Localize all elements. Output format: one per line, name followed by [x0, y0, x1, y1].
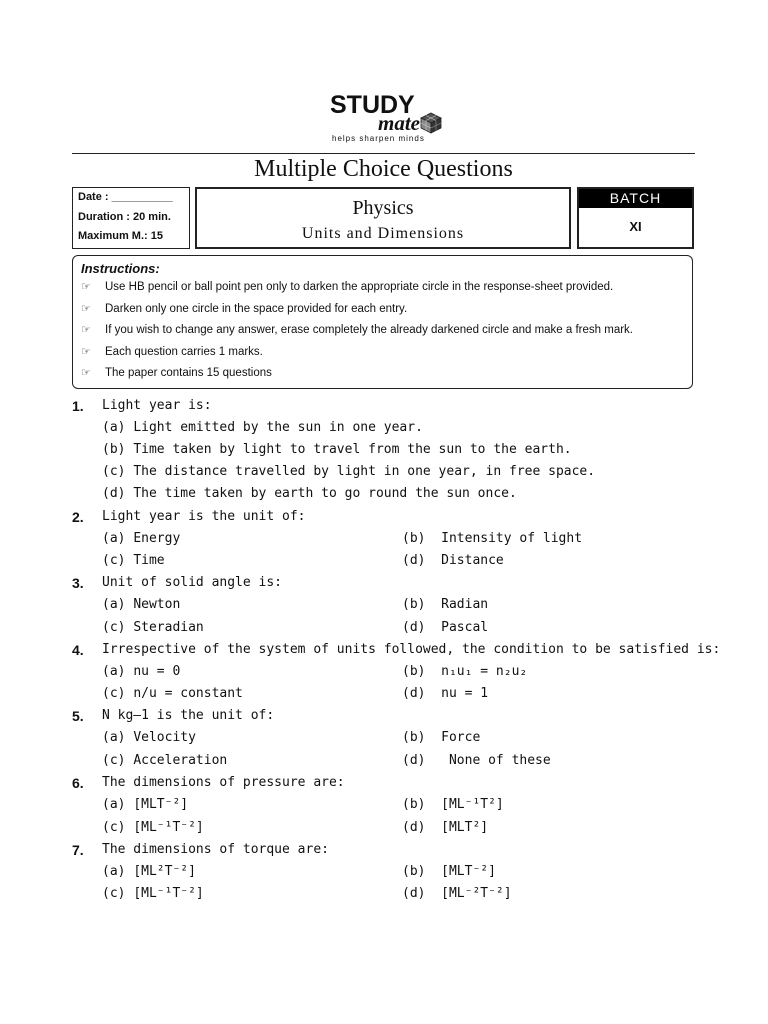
- option-d[interactable]: (d) The time taken by earth to go round the sun once.: [102, 486, 517, 501]
- question-text: Light year is:: [102, 398, 212, 413]
- option-b[interactable]: (b) Time taken by light to travel from the sun to the earth.: [102, 442, 572, 457]
- instruction-item: ☞ Darken only one circle in the space provided for each entry.: [81, 303, 408, 315]
- batch-value: XI: [629, 219, 642, 234]
- page-title: Multiple Choice Questions: [254, 156, 513, 182]
- question-number: 5.: [72, 708, 84, 724]
- option-b[interactable]: (b) Radian: [402, 597, 489, 612]
- question-text: Unit of solid angle is:: [102, 575, 283, 590]
- question-number: 2.: [72, 509, 84, 525]
- option-d[interactable]: (d) Pascal: [402, 620, 489, 635]
- option-d[interactable]: (d) [ML⁻²T⁻²]: [402, 886, 512, 901]
- option-c[interactable]: (c) n/u = constant: [102, 686, 243, 701]
- question-text: N kg–1 is the unit of:: [102, 708, 275, 723]
- header-rule: [72, 153, 695, 154]
- question-number: 4.: [72, 642, 84, 658]
- question-text: The dimensions of torque are:: [102, 842, 329, 857]
- option-c[interactable]: (c) The distance travelled by light in one year, in free space.: [102, 464, 596, 479]
- instruction-item: ☞ Each question carries 1 marks.: [81, 346, 263, 358]
- pointing-hand-icon: ☞: [81, 346, 91, 358]
- instructions-box: [72, 255, 693, 389]
- instruction-item: ☞ The paper contains 15 questions: [81, 367, 272, 379]
- option-c[interactable]: (c) Steradian: [102, 620, 204, 635]
- exam-meta-box: [72, 187, 190, 249]
- option-a[interactable]: (a) nu = 0: [102, 664, 181, 679]
- question-text: Irrespective of the system of units followed, the condition to be satisfied is:: [102, 642, 721, 657]
- pointing-hand-icon: ☞: [81, 367, 91, 379]
- instruction-item: ☞ If you wish to change any answer, erase completely the already darkened circle and make a fresh mark.: [81, 324, 633, 336]
- instruction-item: ☞ Use HB pencil or ball point pen only to darken the appropriate circle in the response-sheet provided.: [81, 281, 614, 293]
- option-a[interactable]: (a) Energy: [102, 531, 181, 546]
- option-c[interactable]: (c) Time: [102, 553, 165, 568]
- subject-box: [195, 187, 571, 249]
- option-a[interactable]: (a) [ML²T⁻²]: [102, 864, 196, 879]
- option-b[interactable]: (b) Intensity of light: [402, 531, 583, 546]
- question-text: The dimensions of pressure are:: [102, 775, 345, 790]
- option-c[interactable]: (c) [ML⁻¹T⁻²]: [102, 886, 204, 901]
- instructions-title: Instructions:: [81, 261, 160, 276]
- option-c[interactable]: (c) Acceleration: [102, 753, 228, 768]
- max-marks-field: Maximum M.: 15: [78, 230, 163, 242]
- question-text: Light year is the unit of:: [102, 509, 306, 524]
- option-d[interactable]: (d) [MLT²]: [402, 820, 489, 835]
- logo-mate-text: mate: [378, 111, 420, 135]
- option-d[interactable]: (d) None of these: [402, 753, 551, 768]
- option-b[interactable]: (b) [MLT⁻²]: [402, 864, 496, 879]
- duration-field: Duration : 20 min.: [78, 211, 171, 223]
- cube-icon: [420, 112, 442, 134]
- option-a[interactable]: (a) Velocity: [102, 730, 196, 745]
- option-c[interactable]: (c) [ML⁻¹T⁻²]: [102, 820, 204, 835]
- option-d[interactable]: (d) nu = 1: [402, 686, 489, 701]
- batch-label: BATCH: [579, 189, 692, 208]
- studymate-logo: [328, 92, 458, 148]
- option-b[interactable]: (b) [ML⁻¹T²]: [402, 797, 504, 812]
- date-field: Date : __________: [78, 191, 173, 203]
- option-b[interactable]: (b) n₁u₁ = n₂u₂: [402, 664, 528, 679]
- option-a[interactable]: (a) Light emitted by the sun in one year.: [102, 420, 423, 435]
- question-number: 6.: [72, 775, 84, 791]
- logo-tagline: helps sharpen minds: [332, 134, 425, 143]
- option-a[interactable]: (a) [MLT⁻²]: [102, 797, 189, 812]
- option-d[interactable]: (d) Distance: [402, 553, 504, 568]
- option-b[interactable]: (b) Force: [402, 730, 481, 745]
- logo-study-text: STUDY: [330, 91, 415, 119]
- option-a[interactable]: (a) Newton: [102, 597, 181, 612]
- question-number: 3.: [72, 575, 84, 591]
- pointing-hand-icon: ☞: [81, 281, 91, 293]
- subject-topic: Units and Dimensions: [301, 225, 465, 242]
- pointing-hand-icon: ☞: [81, 324, 91, 336]
- question-number: 1.: [72, 398, 84, 414]
- batch-box: [577, 187, 694, 249]
- pointing-hand-icon: ☞: [81, 303, 91, 315]
- subject-name: Physics: [352, 197, 414, 219]
- question-number: 7.: [72, 842, 84, 858]
